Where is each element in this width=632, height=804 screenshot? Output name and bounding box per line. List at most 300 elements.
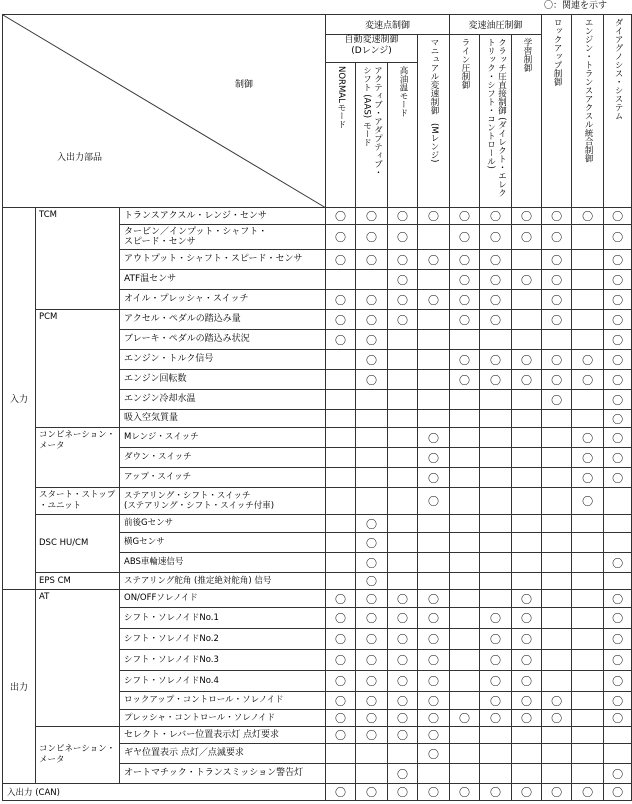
empty-cell bbox=[418, 533, 450, 553]
empty-cell bbox=[542, 671, 572, 692]
related-mark: 〇 bbox=[356, 573, 388, 590]
shift-point-control-header: 変速点制御 bbox=[326, 15, 450, 35]
related-mark: 〇 bbox=[542, 350, 572, 370]
empty-cell bbox=[572, 573, 604, 590]
empty-cell bbox=[480, 553, 512, 573]
related-mark: 〇 bbox=[604, 608, 632, 629]
empty-cell bbox=[572, 533, 604, 553]
empty-cell bbox=[512, 390, 542, 410]
related-mark: 〇 bbox=[450, 350, 480, 370]
related-mark: 〇 bbox=[604, 764, 632, 784]
empty-cell bbox=[604, 727, 632, 744]
related-mark: 〇 bbox=[418, 629, 450, 650]
related-mark: 〇 bbox=[480, 310, 512, 330]
empty-cell bbox=[418, 225, 450, 250]
empty-cell bbox=[480, 428, 512, 448]
related-mark: 〇 bbox=[604, 553, 632, 573]
io-parts-header-label: 入出力部品 bbox=[57, 153, 103, 163]
related-mark: 〇 bbox=[418, 744, 450, 764]
empty-cell bbox=[542, 650, 572, 671]
related-mark: 〇 bbox=[388, 310, 418, 330]
empty-cell bbox=[388, 515, 418, 533]
empty-cell bbox=[512, 488, 542, 515]
related-mark: 〇 bbox=[542, 290, 572, 310]
empty-cell bbox=[326, 573, 356, 590]
empty-cell bbox=[326, 764, 356, 784]
empty-cell bbox=[572, 727, 604, 744]
related-mark: 〇 bbox=[604, 390, 632, 410]
empty-cell bbox=[418, 764, 450, 784]
related-mark: 〇 bbox=[356, 629, 388, 650]
related-mark: 〇 bbox=[480, 608, 512, 629]
empty-cell bbox=[450, 573, 480, 590]
signal-item-label: オイル・プレッシャ・スイッチ bbox=[120, 290, 326, 310]
related-mark: 〇 bbox=[572, 784, 604, 801]
related-mark: 〇 bbox=[604, 250, 632, 270]
empty-cell bbox=[542, 515, 572, 533]
related-mark: 〇 bbox=[388, 727, 418, 744]
empty-cell bbox=[450, 764, 480, 784]
matrix-body bbox=[3, 208, 632, 801]
empty-cell bbox=[356, 764, 388, 784]
empty-cell bbox=[572, 553, 604, 573]
related-mark: 〇 bbox=[356, 590, 388, 608]
related-mark: 〇 bbox=[388, 290, 418, 310]
empty-cell bbox=[450, 428, 480, 448]
empty-cell bbox=[542, 428, 572, 448]
empty-cell bbox=[418, 270, 450, 290]
header-diagonal-line bbox=[3, 15, 326, 208]
related-mark: 〇 bbox=[326, 692, 356, 710]
related-mark: 〇 bbox=[480, 650, 512, 671]
related-mark: 〇 bbox=[418, 488, 450, 515]
related-mark: 〇 bbox=[604, 428, 632, 448]
related-mark: 〇 bbox=[604, 590, 632, 608]
empty-cell bbox=[542, 330, 572, 350]
col-header-diagnosis bbox=[604, 15, 632, 208]
related-mark: 〇 bbox=[542, 784, 572, 801]
empty-cell bbox=[356, 448, 388, 468]
related-mark: 〇 bbox=[326, 330, 356, 350]
empty-cell bbox=[542, 533, 572, 553]
empty-cell bbox=[542, 629, 572, 650]
col-header-lockup bbox=[542, 15, 572, 208]
related-mark: 〇 bbox=[356, 650, 388, 671]
related-mark: 〇 bbox=[542, 692, 572, 710]
empty-cell bbox=[604, 515, 632, 533]
related-mark: 〇 bbox=[326, 710, 356, 727]
related-mark: 〇 bbox=[480, 692, 512, 710]
col-header-label: NORMALモード bbox=[336, 66, 347, 129]
related-mark: 〇 bbox=[418, 692, 450, 710]
related-mark: 〇 bbox=[450, 710, 480, 727]
empty-cell bbox=[450, 671, 480, 692]
related-mark: 〇 bbox=[356, 290, 388, 310]
related-mark: 〇 bbox=[480, 208, 512, 225]
empty-cell bbox=[450, 608, 480, 629]
related-mark: 〇 bbox=[418, 590, 450, 608]
related-mark: 〇 bbox=[542, 370, 572, 390]
col-header-manual bbox=[418, 35, 450, 208]
related-mark: 〇 bbox=[604, 310, 632, 330]
related-mark: 〇 bbox=[604, 692, 632, 710]
signal-item-label: エンジン・トルク信号 bbox=[120, 350, 326, 370]
empty-cell bbox=[480, 468, 512, 488]
empty-cell bbox=[542, 573, 572, 590]
empty-cell bbox=[418, 310, 450, 330]
related-mark: 〇 bbox=[512, 270, 542, 290]
empty-cell bbox=[512, 428, 542, 448]
related-mark: 〇 bbox=[572, 468, 604, 488]
empty-cell bbox=[388, 350, 418, 370]
empty-cell bbox=[450, 468, 480, 488]
related-mark: 〇 bbox=[326, 608, 356, 629]
empty-cell bbox=[450, 390, 480, 410]
empty-cell bbox=[418, 390, 450, 410]
table-row bbox=[3, 428, 632, 448]
related-mark: 〇 bbox=[418, 208, 450, 225]
col-header-label: ダイアグノシス・システム bbox=[613, 18, 624, 120]
empty-cell bbox=[604, 533, 632, 553]
signal-item-label: 前後Gセンサ bbox=[120, 515, 326, 533]
related-mark: 〇 bbox=[450, 370, 480, 390]
empty-cell bbox=[450, 448, 480, 468]
empty-cell bbox=[604, 744, 632, 764]
related-mark: 〇 bbox=[356, 370, 388, 390]
empty-cell bbox=[572, 270, 604, 290]
related-mark: 〇 bbox=[542, 250, 572, 270]
related-mark: 〇 bbox=[512, 692, 542, 710]
header-diagonal-cell bbox=[3, 15, 326, 208]
table-row bbox=[3, 590, 632, 608]
empty-cell bbox=[542, 744, 572, 764]
table-row bbox=[3, 488, 632, 515]
related-mark: 〇 bbox=[326, 225, 356, 250]
signal-item-label: ブレーキ・ペダルの踏込み状況 bbox=[120, 330, 326, 350]
component-group-label: スタート・ストップ ・ユニット bbox=[36, 488, 120, 515]
table-row bbox=[3, 515, 632, 533]
related-mark: 〇 bbox=[418, 290, 450, 310]
empty-cell bbox=[388, 330, 418, 350]
related-mark: 〇 bbox=[418, 710, 450, 727]
related-mark: 〇 bbox=[450, 270, 480, 290]
signal-item-label: アウトプット・シャフト・スピード・センサ bbox=[120, 250, 326, 270]
signal-item-label: 吸入空気質量 bbox=[120, 410, 326, 428]
empty-cell bbox=[326, 744, 356, 764]
related-mark: 〇 bbox=[450, 290, 480, 310]
shift-pressure-control-header: 変速油圧制御 bbox=[450, 15, 542, 35]
related-mark: 〇 bbox=[418, 250, 450, 270]
empty-cell bbox=[418, 350, 450, 370]
empty-cell bbox=[326, 270, 356, 290]
empty-cell bbox=[418, 330, 450, 350]
related-mark: 〇 bbox=[604, 784, 632, 801]
signal-item-label: シフト・ソレノイドNo.4 bbox=[120, 671, 326, 692]
empty-cell bbox=[542, 727, 572, 744]
empty-cell bbox=[480, 590, 512, 608]
empty-cell bbox=[542, 468, 572, 488]
related-mark: 〇 bbox=[512, 208, 542, 225]
empty-cell bbox=[388, 533, 418, 553]
empty-cell bbox=[480, 515, 512, 533]
related-mark: 〇 bbox=[356, 208, 388, 225]
col-header-label: ライン圧制御 bbox=[460, 38, 471, 89]
empty-cell bbox=[572, 650, 604, 671]
empty-cell bbox=[388, 468, 418, 488]
empty-cell bbox=[450, 488, 480, 515]
signal-item-label: ギヤ位置表示 点灯／点滅要求 bbox=[120, 744, 326, 764]
related-mark: 〇 bbox=[480, 225, 512, 250]
empty-cell bbox=[356, 390, 388, 410]
empty-cell bbox=[512, 250, 542, 270]
empty-cell bbox=[604, 573, 632, 590]
empty-cell bbox=[450, 515, 480, 533]
signal-item-label: タービン／インプット・シャフト・ スピード・センサ bbox=[120, 225, 326, 250]
empty-cell bbox=[512, 727, 542, 744]
signal-item-label: トランスアクスル・レンジ・センサ bbox=[120, 208, 326, 225]
empty-cell bbox=[572, 764, 604, 784]
related-mark: 〇 bbox=[480, 671, 512, 692]
col-header-aas bbox=[356, 63, 388, 208]
related-mark: 〇 bbox=[604, 270, 632, 290]
empty-cell bbox=[512, 764, 542, 784]
related-mark: 〇 bbox=[542, 310, 572, 330]
related-mark: 〇 bbox=[604, 370, 632, 390]
related-mark: 〇 bbox=[388, 784, 418, 801]
empty-cell bbox=[512, 448, 542, 468]
related-mark: 〇 bbox=[418, 727, 450, 744]
related-mark: 〇 bbox=[418, 448, 450, 468]
related-mark: 〇 bbox=[388, 629, 418, 650]
empty-cell bbox=[480, 390, 512, 410]
empty-cell bbox=[388, 390, 418, 410]
section-label: 出力 bbox=[3, 590, 36, 784]
signal-item-label: Mレンジ・スイッチ bbox=[120, 428, 326, 448]
empty-cell bbox=[450, 533, 480, 553]
component-group-label: PCM bbox=[36, 310, 120, 428]
empty-cell bbox=[418, 410, 450, 428]
empty-cell bbox=[450, 744, 480, 764]
empty-cell bbox=[512, 515, 542, 533]
empty-cell bbox=[326, 533, 356, 553]
related-mark: 〇 bbox=[542, 225, 572, 250]
empty-cell bbox=[326, 448, 356, 468]
can-row bbox=[3, 784, 632, 801]
related-mark: 〇 bbox=[604, 290, 632, 310]
signal-item-label: 横Gセンサ bbox=[120, 533, 326, 553]
component-group-label: DSC HU/CM bbox=[36, 515, 120, 573]
empty-cell bbox=[572, 410, 604, 428]
related-mark: 〇 bbox=[326, 784, 356, 801]
empty-cell bbox=[480, 410, 512, 428]
empty-cell bbox=[388, 428, 418, 448]
related-mark: 〇 bbox=[356, 310, 388, 330]
related-mark: 〇 bbox=[450, 250, 480, 270]
col-header-high-temp bbox=[388, 63, 418, 208]
col-header-normal bbox=[326, 63, 356, 208]
empty-cell bbox=[572, 250, 604, 270]
related-mark: 〇 bbox=[480, 710, 512, 727]
empty-cell bbox=[356, 468, 388, 488]
related-mark: 〇 bbox=[418, 468, 450, 488]
signal-item-label: ダウン・スイッチ bbox=[120, 448, 326, 468]
related-mark: 〇 bbox=[450, 225, 480, 250]
related-mark: 〇 bbox=[356, 350, 388, 370]
empty-cell bbox=[450, 629, 480, 650]
related-mark: 〇 bbox=[450, 784, 480, 801]
col-header-learning bbox=[512, 35, 542, 208]
empty-cell bbox=[512, 468, 542, 488]
empty-cell bbox=[418, 553, 450, 573]
empty-cell bbox=[480, 573, 512, 590]
col-header-label: 高油温モード bbox=[398, 66, 409, 117]
signal-item-label: アップ・スイッチ bbox=[120, 468, 326, 488]
empty-cell bbox=[326, 350, 356, 370]
col-header-clutch-direct bbox=[480, 35, 512, 208]
empty-cell bbox=[512, 553, 542, 573]
related-mark: 〇 bbox=[356, 727, 388, 744]
empty-cell bbox=[572, 608, 604, 629]
related-mark: 〇 bbox=[604, 710, 632, 727]
empty-cell bbox=[572, 671, 604, 692]
related-mark: 〇 bbox=[512, 784, 542, 801]
empty-cell bbox=[326, 515, 356, 533]
related-mark: 〇 bbox=[604, 410, 632, 428]
empty-cell bbox=[356, 428, 388, 448]
col-header-label: エンジン・トランスアクスル統合制御 bbox=[583, 18, 594, 163]
related-mark: 〇 bbox=[604, 448, 632, 468]
related-mark: 〇 bbox=[326, 290, 356, 310]
related-mark: 〇 bbox=[418, 428, 450, 448]
related-mark: 〇 bbox=[326, 590, 356, 608]
related-mark: 〇 bbox=[356, 784, 388, 801]
empty-cell bbox=[512, 410, 542, 428]
related-mark: 〇 bbox=[326, 310, 356, 330]
empty-cell bbox=[512, 290, 542, 310]
related-mark: 〇 bbox=[512, 671, 542, 692]
empty-cell bbox=[326, 390, 356, 410]
related-mark: 〇 bbox=[572, 428, 604, 448]
related-mark: 〇 bbox=[450, 310, 480, 330]
empty-cell bbox=[450, 727, 480, 744]
empty-cell bbox=[542, 590, 572, 608]
empty-cell bbox=[572, 330, 604, 350]
empty-cell bbox=[418, 573, 450, 590]
empty-cell bbox=[572, 310, 604, 330]
related-mark: 〇 bbox=[356, 710, 388, 727]
related-mark: 〇 bbox=[388, 608, 418, 629]
signal-item-label: アクセル・ペダルの踏込み量 bbox=[120, 310, 326, 330]
col-header-label: ロックアップ制御 bbox=[552, 18, 563, 86]
empty-cell bbox=[388, 553, 418, 573]
related-mark: 〇 bbox=[480, 270, 512, 290]
col-header-label: クラッチ圧直接制御 (ダイレクト・エレク トリック・シフト・コントロール) bbox=[485, 38, 507, 198]
empty-cell bbox=[356, 744, 388, 764]
empty-cell bbox=[450, 692, 480, 710]
related-mark: 〇 bbox=[356, 533, 388, 553]
empty-cell bbox=[542, 764, 572, 784]
related-mark: 〇 bbox=[480, 350, 512, 370]
related-mark: 〇 bbox=[542, 270, 572, 290]
empty-cell bbox=[572, 710, 604, 727]
col-header-line-pressure bbox=[450, 35, 480, 208]
related-mark: 〇 bbox=[450, 208, 480, 225]
related-mark: 〇 bbox=[512, 590, 542, 608]
related-mark: 〇 bbox=[356, 671, 388, 692]
related-mark: 〇 bbox=[480, 370, 512, 390]
empty-cell bbox=[356, 410, 388, 428]
related-mark: 〇 bbox=[512, 650, 542, 671]
signal-item-label: ステアリング舵角 (推定絶対舵角) 信号 bbox=[120, 573, 326, 590]
empty-cell bbox=[388, 744, 418, 764]
related-mark: 〇 bbox=[542, 710, 572, 727]
empty-cell bbox=[450, 330, 480, 350]
related-mark: 〇 bbox=[572, 208, 604, 225]
col-header-label: 学習制御 bbox=[522, 38, 533, 72]
empty-cell bbox=[512, 533, 542, 553]
related-mark: 〇 bbox=[326, 727, 356, 744]
empty-cell bbox=[326, 553, 356, 573]
signal-item-label: シフト・ソレノイドNo.2 bbox=[120, 629, 326, 650]
empty-cell bbox=[572, 629, 604, 650]
empty-cell bbox=[572, 390, 604, 410]
signal-item-label: プレッシャ・コントロール・ソレノイド bbox=[120, 710, 326, 727]
empty-cell bbox=[572, 225, 604, 250]
related-mark: 〇 bbox=[388, 225, 418, 250]
related-mark: 〇 bbox=[512, 608, 542, 629]
related-mark: 〇 bbox=[542, 390, 572, 410]
signal-item-label: シフト・ソレノイドNo.1 bbox=[120, 608, 326, 629]
related-mark: 〇 bbox=[418, 671, 450, 692]
related-mark: 〇 bbox=[326, 671, 356, 692]
empty-cell bbox=[542, 488, 572, 515]
empty-cell bbox=[542, 553, 572, 573]
empty-cell bbox=[388, 488, 418, 515]
signal-item-label: ABS車輪速信号 bbox=[120, 553, 326, 573]
empty-cell bbox=[480, 727, 512, 744]
empty-cell bbox=[480, 448, 512, 468]
empty-cell bbox=[572, 744, 604, 764]
related-mark: 〇 bbox=[356, 692, 388, 710]
related-mark: 〇 bbox=[604, 330, 632, 350]
related-mark: 〇 bbox=[604, 468, 632, 488]
col-header-label: マニュアル変速制御 (Mレンジ) bbox=[429, 38, 440, 163]
related-mark: 〇 bbox=[572, 350, 604, 370]
related-mark: 〇 bbox=[604, 225, 632, 250]
related-mark: 〇 bbox=[572, 488, 604, 515]
related-mark: 〇 bbox=[356, 330, 388, 350]
related-mark: 〇 bbox=[480, 250, 512, 270]
auto-shift-control-header: 自動変速制御 (Dレンジ) bbox=[326, 35, 418, 63]
empty-cell bbox=[542, 448, 572, 468]
related-mark: 〇 bbox=[542, 208, 572, 225]
empty-cell bbox=[326, 428, 356, 448]
signal-item-label: エンジン冷却水温 bbox=[120, 390, 326, 410]
table-row bbox=[3, 727, 632, 744]
related-mark: 〇 bbox=[326, 629, 356, 650]
empty-cell bbox=[388, 573, 418, 590]
empty-cell bbox=[326, 370, 356, 390]
section-label: 入力 bbox=[3, 208, 36, 590]
empty-cell bbox=[356, 488, 388, 515]
related-mark: 〇 bbox=[512, 710, 542, 727]
related-mark: 〇 bbox=[388, 650, 418, 671]
empty-cell bbox=[480, 330, 512, 350]
empty-cell bbox=[572, 692, 604, 710]
control-matrix-table bbox=[2, 14, 632, 801]
empty-cell bbox=[450, 553, 480, 573]
related-mark: 〇 bbox=[356, 553, 388, 573]
